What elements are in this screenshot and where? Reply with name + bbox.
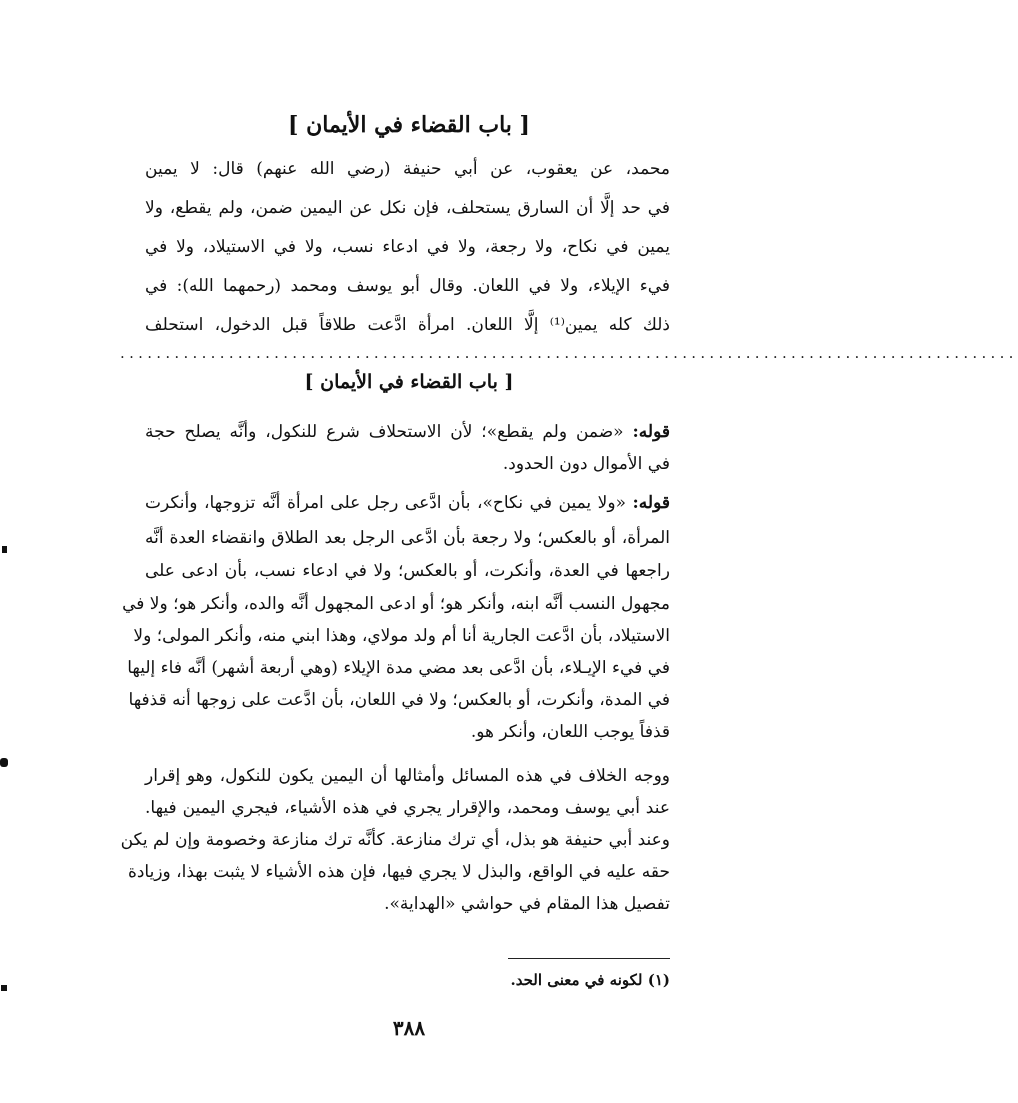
footnote: (١) لكونه في معنى الحد. [510,971,670,989]
sharh-line [145,720,670,746]
sharh-text: تفصيل هذا المقام في حواشي «الهداية». [384,894,670,914]
sharh-text: ووجه الخلاف في هذه المسائل وأمثالها أن اليمين يكون للنكول، وهو إقرار [145,766,670,786]
sharh-line [133,624,670,650]
sharh-text: «ضمن ولم يقطع»؛ لأن الاستحلاف شرع للنكول، وأنَّه يصلح حجة [145,422,633,442]
matn-line: في حد إلَّا أن السارق يستحلف، فإن نكل عن اليمين ضمن، ولم يقطع، ولا [145,198,670,218]
sharh-line [145,796,670,822]
sharh-line [127,656,670,682]
sharh-line [120,828,670,854]
sharh-text: المرأة، أو بالعكس؛ ولا رجعة بأن ادَّعى الرجل بعد الطلاق وانقضاء العدة أنَّه [145,528,670,548]
sharh-line [145,526,670,552]
sharh-text: «ولا يمين في نكاح»، بأن ادَّعى رجل على امرأة أنَّه تزوجها، وأنكرت [145,493,633,513]
sharh-text: مجهول النسب أنَّه ابنه، وأنكر هو؛ أو ادعى المجهول أنَّه والده، وأنكر هو؛ ولا في [122,594,670,614]
sharh-text: في المدة، وأنكرت، أو بالعكس؛ ولا في اللعان، بأن ادَّعت على زوجها أنه قذفها [128,690,670,710]
commentary-title: [ باب القضاء في الأيمان ] [304,371,514,393]
scan-speck [1,985,7,991]
sharh-line [122,592,670,618]
sharh-label: قوله: [632,493,670,513]
scan-speck [0,758,8,767]
sharh-text: حقه عليه في الواقع، والبذل لا يجري فيها، فإن هذه الأشياء لا يثبت بهذا، وزيادة [127,862,670,882]
chapter-title: [ باب القضاء في الأيمان ] [288,112,530,138]
sharh-text: راجعها في العدة، وأنكرت، أو بالعكس؛ ولا في ادعاء نسب، بأن ادعى على [145,561,670,581]
sharh-line [127,860,670,886]
sharh-line [145,491,670,517]
sharh-line [145,892,670,918]
section-separator: ................................................................................................... [120,344,1018,362]
sharh-line [128,688,670,714]
matn-line: ذلك كله يمين⁽¹⁾ إلَّا اللعان. امرأة ادَّعت طلاقاً قبل الدخول، استحلف [145,315,670,335]
page-number: ٣٨٨ [392,1016,426,1040]
footnote-rule [508,958,670,959]
sharh-label: قوله: [632,422,670,442]
sharh-line [145,420,670,446]
sharh-line [145,452,670,478]
scan-speck [2,546,7,553]
sharh-text: الاستيلاد، بأن ادَّعت الجارية أنا أم ولد مولاي، وهذا ابني منه، وأنكر المولى؛ ولا [133,626,670,646]
sharh-text: في الأموال دون الحدود. [502,454,670,474]
sharh-text: في فيء الإيـلاء، بأن ادَّعى بعد مضي مدة الإيلاء (وهي أربعة أشهر) أنَّه فاء إليها [127,658,670,678]
matn-line: فيء الإيلاء، ولا في اللعان. وقال أبو يوسف ومحمد (رحمهما الله): في [145,276,670,296]
sharh-text: وعند أبي حنيفة هو بذل، أي ترك منازعة. كأنَّه ترك منازعة وخصومة وإن لم يكن [120,830,670,850]
sharh-line [145,559,670,585]
matn-line: يمين في نكاح، ولا رجعة، ولا في ادعاء نسب، ولا في الاستيلاد، ولا في [145,237,670,257]
sharh-text: قذفاً يوجب اللعان، وأنكر هو. [470,722,670,742]
sharh-text: عند أبي يوسف ومحمد، والإقرار يجري في هذه الأشياء، فيجري اليمين فيها. [145,798,670,818]
sharh-line [145,764,670,790]
matn-line: محمد، عن يعقوب، عن أبي حنيفة (رضي الله عنهم) قال: لا يمين [145,159,670,179]
